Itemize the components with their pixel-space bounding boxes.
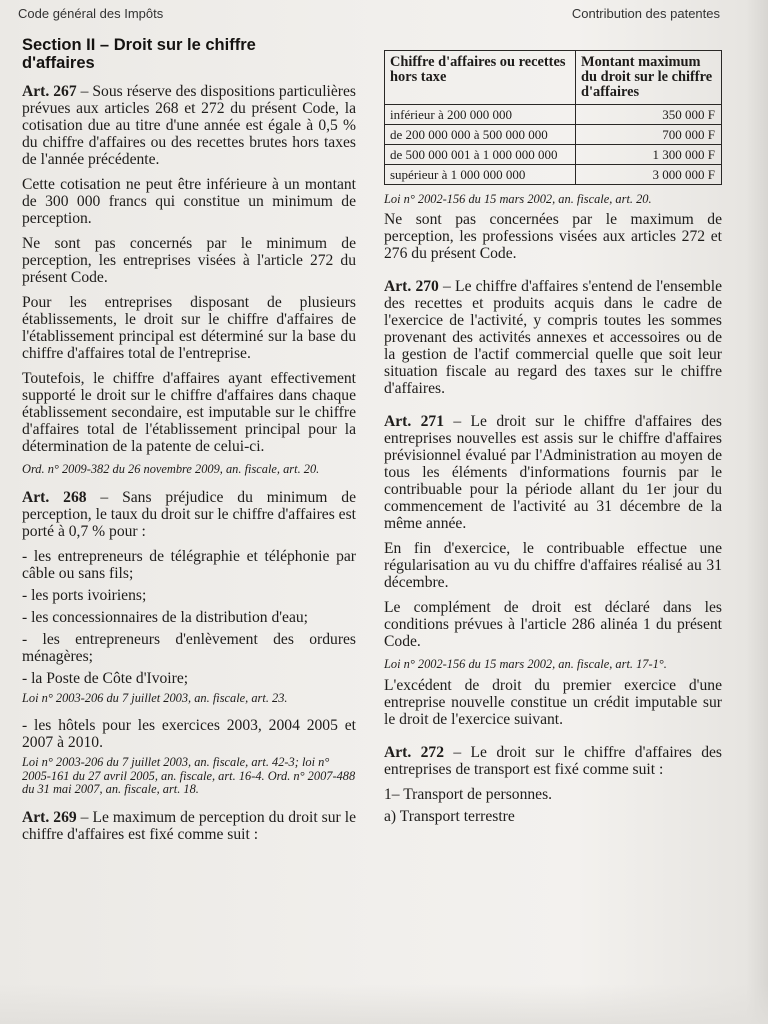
art269-label: Art. 269 (22, 808, 77, 826)
section-title (22, 36, 356, 72)
art271-paragraph-3: Le complément de droit est déclaré dans les conditions prévues à l'article 286 alinéa 1 du présent Code. (384, 598, 722, 650)
right-column (384, 36, 722, 830)
art267-label: Art. 267 (22, 83, 77, 100)
table-cell-amount: 1 300 000 F (576, 145, 722, 165)
section-title-line2: d'affaires (22, 54, 95, 72)
art272-text: – Le droit sur le chiffre d'affaires des entreprises de transport est fixé comme suit : (384, 744, 722, 778)
table-row (385, 165, 722, 185)
table-reference: Loi n° 2002-156 du 15 mars 2002, an. fiscale, art. 20. (384, 192, 652, 206)
table-cell: supérieur à 1 000 000 000 (385, 165, 576, 185)
table-row (385, 145, 722, 165)
art272-paragraph-1 (384, 744, 722, 778)
table-header-row (385, 51, 722, 105)
running-header (18, 6, 720, 24)
art269-paragraph-1 (22, 809, 356, 843)
table-header-cell: Montant maximum du droit sur le chiffre d'affaires (576, 51, 722, 105)
art268-list-item: - les entrepreneurs de télégraphie et téléphonie par câble ou sans fils; (22, 547, 356, 582)
art268-label: Art. 268 (22, 488, 87, 506)
page-shadow-edge (746, 0, 768, 1024)
table-cell: inférieur à 200 000 000 (385, 105, 576, 125)
left-column (22, 36, 356, 851)
art271-label: Art. 271 (384, 412, 445, 430)
art268-paragraph-1 (22, 489, 356, 540)
table-cell-amount: 700 000 F (576, 125, 722, 145)
art268-list-item-hotels: - les hôtels pour les exercices 2003, 2004 2005 et 2007 à 2010. (22, 717, 356, 751)
header-right-title: Contribution des patentes (571, 6, 720, 21)
page-bottom-fade (0, 984, 768, 1024)
art267-paragraph-5: Toutefois, le chiffre d'affaires ayant effectivement supporté le droit sur le chiffre d'affaires dans chaque établissement secondaire, est imputable sur le chiffre d'affaires total de l'établissement principal pour la détermination de la patente de celui-ci. (22, 370, 356, 455)
table-cell: de 500 000 001 à 1 000 000 000 (385, 145, 576, 165)
header-left-title: Code général des Impôts (18, 6, 164, 21)
after-table-paragraph: Ne sont pas concernées par le maximum de perception, les professions visées aux articles 272 et 276 du présent Code. (384, 210, 722, 262)
art271-reference: Loi n° 2002-156 du 15 mars 2002, an. fiscale, art. 17-1°. (384, 656, 667, 671)
art268-list-item: - la Poste de Côte d'Ivoire; (22, 669, 189, 687)
art267-reference: Ord. n° 2009-382 du 26 novembre 2009, an. fiscale, art. 20. (22, 462, 320, 476)
table-cell-amount: 3 000 000 F (576, 165, 722, 185)
art272-label: Art. 272 (384, 744, 445, 761)
art267-text: – Sous réserve des dispositions particulières prévues aux articles 268 et 272 du présent Code, la cotisation due au titre d'une année est égale à 0,5 % du chiffre d'affaires ou des recettes brutes hors taxes de l'année précédente. (22, 83, 356, 168)
art272-item-1: 1– Transport de personnes. (384, 786, 553, 803)
art267-paragraph-3: Ne sont pas concernés par le minimum de perception, les entreprises visées à l'article 272 du présent Code. (22, 235, 356, 286)
art267-paragraph-1 (22, 83, 356, 168)
art268-list-item: - les concessionnaires de la distribution d'eau; (22, 608, 309, 626)
table-row (385, 125, 722, 145)
art270-label: Art. 270 (384, 277, 439, 295)
art268-text: – Sans préjudice du minimum de perception, le taux du droit sur le chiffre d'affaires est porté à 0,7 % pour : (22, 488, 356, 540)
art271-paragraph-1 (384, 413, 722, 532)
art271-paragraph-4: L'excédent de droit du premier exercice d'une entreprise nouvelle constitue un crédit imputable sur le droit de l'exercice suivant. (384, 677, 722, 728)
table-cell-amount: 350 000 F (576, 105, 722, 125)
table-cell: de 200 000 000 à 500 000 000 (385, 125, 576, 145)
art267-paragraph-2: Cette cotisation ne peut être inférieure à un montant de 300 000 francs qui constitue un minimum de perception. (22, 176, 356, 227)
art269-text: – Le maximum de perception du droit sur le chiffre d'affaires est fixé comme suit : (22, 808, 356, 843)
art268-list-item: - les ports ivoiriens; (22, 586, 147, 604)
section-title-line1: Section II – Droit sur le chiffre (22, 36, 256, 54)
art270-paragraph-1 (384, 278, 722, 397)
art271-text: – Le droit sur le chiffre d'affaires des entreprises nouvelles est assis sur le chiffre d'affaires prévisionnel évalué par l'Administration au moyen de tous les éléments d'informations fournis par le contribuable pour la période allant du 1er jour du commencement de l'activité au 31 décembre de la même année. (384, 412, 722, 532)
art272-item-2: a) Transport terrestre (384, 808, 515, 825)
art268-reference-1: Loi n° 2003-206 du 7 juillet 2003, an. fiscale, art. 23. (22, 690, 288, 705)
art270-text: – Le chiffre d'affaires s'entend de l'ensemble des recettes et produits acquis dans le cadre de l'exercice de l'activité, y compris toutes les sommes provenant des activités annexes et accessoires ou de la gestion de l'actif commercial quelle que soit leur situation fiscale au regard des taxes sur le chiffre d'affaires. (384, 277, 722, 397)
table-row (385, 105, 722, 125)
art271-paragraph-2: En fin d'exercice, le contribuable effectue une régularisation au vu du chiffre d'affaires réalisé au 31 décembre. (384, 539, 722, 591)
art267-paragraph-4: Pour les entreprises disposant de plusieurs établissements, le droit sur le chiffre d'affaires de l'établissement principal est déterminé sur la base du chiffre d'affaires total de l'entreprise. (22, 294, 356, 362)
rates-table (384, 50, 722, 185)
art268-list-item: - les entrepreneurs d'enlèvement des ordures ménagères; (22, 630, 356, 665)
art268-reference-2: Loi n° 2003-206 du 7 juillet 2003, an. fiscale, art. 42-3; loi n° 2005-161 du 27 avril 2005, an. fiscale, art. 16-4. Ord. n° 2007-488 du 31 mai 2007, an. fiscale, art. 18. (22, 755, 356, 796)
table-header-cell: Chiffre d'affaires ou recettes hors taxe (385, 51, 576, 105)
